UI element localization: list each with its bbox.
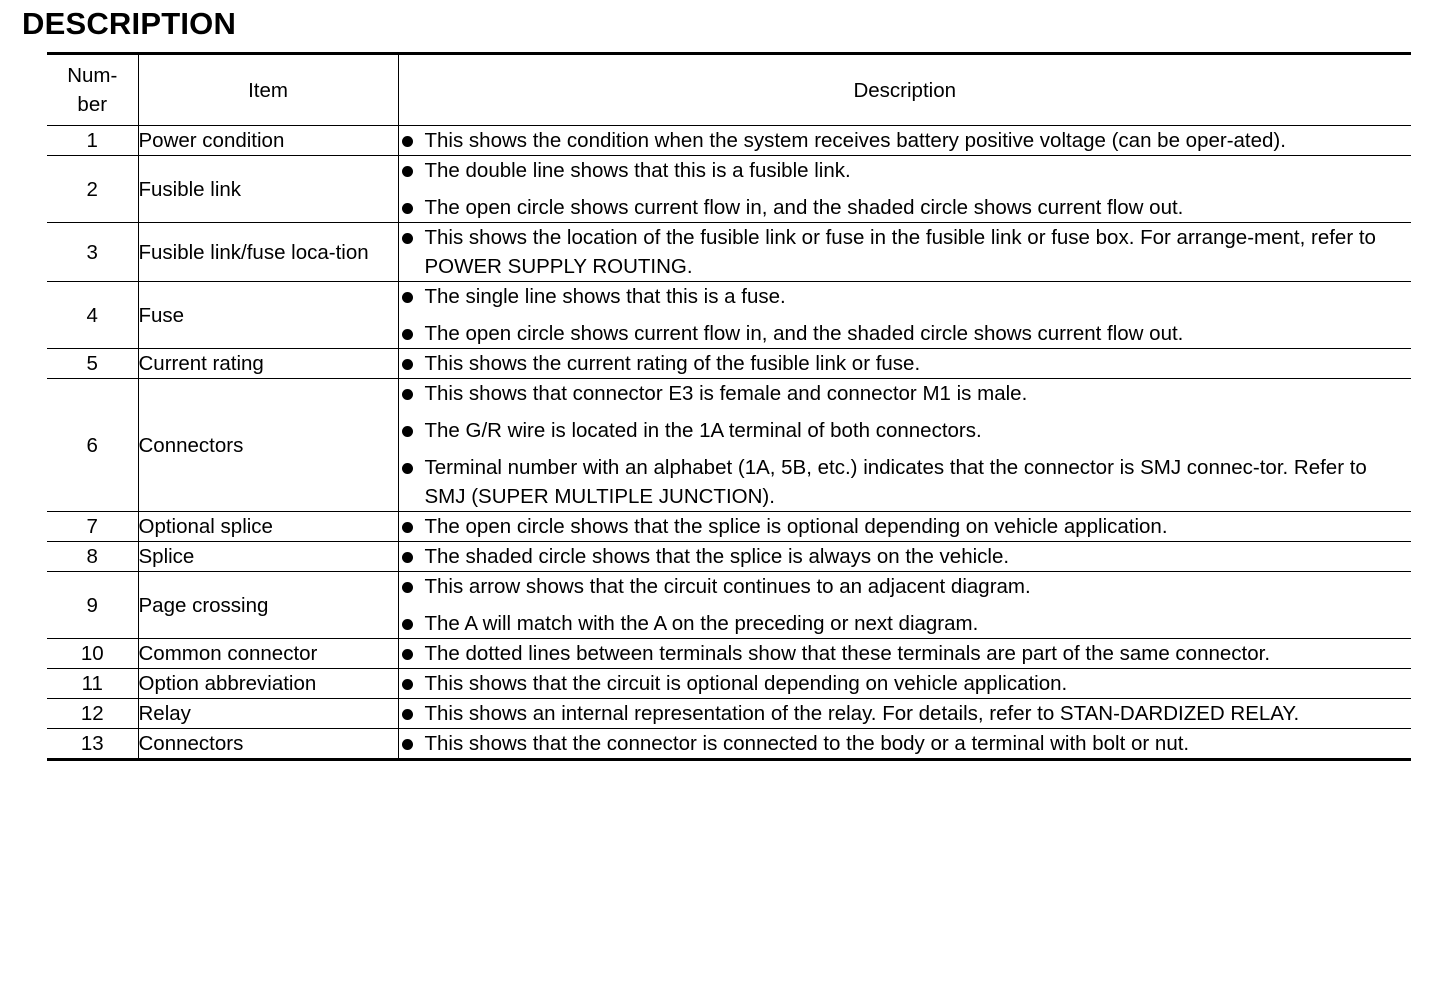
bullet-list	[399, 729, 1412, 758]
bullet-list	[399, 699, 1412, 728]
bullet-list	[399, 156, 1412, 222]
bullet-item: This shows the condition when the system receives battery positive voltage (can be oper-ated).	[399, 126, 1412, 155]
row-number: 7	[47, 512, 138, 542]
row-item: Connectors	[138, 729, 398, 760]
bullet-item: This shows the location of the fusible link or fuse in the fusible link or fuse box. For arrange-ment, refer to POWER SUPPLY ROUTING.	[399, 223, 1412, 281]
row-description	[398, 542, 1411, 572]
table-row	[47, 379, 1411, 512]
bullet-item: This shows that the connector is connected to the body or a terminal with bolt or nut.	[399, 729, 1412, 758]
bullet-item: This arrow shows that the circuit continues to an adjacent diagram.	[399, 572, 1412, 601]
bullet-item: The open circle shows current flow in, and the shaded circle shows current flow out.	[399, 319, 1412, 348]
table-row	[47, 542, 1411, 572]
table-row	[47, 729, 1411, 760]
row-number: 13	[47, 729, 138, 760]
row-description	[398, 282, 1411, 349]
page-title: DESCRIPTION	[22, 6, 237, 41]
row-number: 6	[47, 379, 138, 512]
row-item: Relay	[138, 699, 398, 729]
row-number: 5	[47, 349, 138, 379]
row-number: 12	[47, 699, 138, 729]
row-number: 2	[47, 156, 138, 223]
bullet-item: This shows the current rating of the fusible link or fuse.	[399, 349, 1412, 378]
header-number	[47, 54, 138, 126]
row-item: Fuse	[138, 282, 398, 349]
table-body	[47, 126, 1411, 760]
row-number: 10	[47, 639, 138, 669]
bullet-item: The double line shows that this is a fusible link.	[399, 156, 1412, 185]
row-item: Power condition	[138, 126, 398, 156]
header-row	[47, 54, 1411, 126]
row-item: Fusible link	[138, 156, 398, 223]
bullet-item: This shows an internal representation of the relay. For details, refer to STAN-DARDIZED RELAY.	[399, 699, 1412, 728]
row-description	[398, 512, 1411, 542]
row-description	[398, 156, 1411, 223]
row-description	[398, 572, 1411, 639]
bullet-list	[399, 542, 1412, 571]
bullet-item: The open circle shows current flow in, and the shaded circle shows current flow out.	[399, 193, 1412, 222]
row-number: 8	[47, 542, 138, 572]
row-item: Page crossing	[138, 572, 398, 639]
header-number-line1: Num-	[67, 64, 118, 87]
bullet-list	[399, 282, 1412, 348]
row-item: Option abbreviation	[138, 669, 398, 699]
row-description	[398, 639, 1411, 669]
row-description	[398, 126, 1411, 156]
row-description	[398, 349, 1411, 379]
bullet-item: The dotted lines between terminals show that these terminals are part of the same connector.	[399, 639, 1412, 668]
header-item: Item	[138, 54, 398, 126]
bullet-item: The single line shows that this is a fuse.	[399, 282, 1412, 311]
row-description	[398, 669, 1411, 699]
table-row	[47, 699, 1411, 729]
header-description: Description	[398, 54, 1411, 126]
row-item: Optional splice	[138, 512, 398, 542]
row-item: Splice	[138, 542, 398, 572]
row-item: Fusible link/fuse loca-tion	[138, 223, 398, 282]
row-item: Common connector	[138, 639, 398, 669]
bullet-item: The A will match with the A on the preceding or next diagram.	[399, 609, 1412, 638]
row-item: Connectors	[138, 379, 398, 512]
bullet-list	[399, 639, 1412, 668]
table-row	[47, 126, 1411, 156]
header-number-line2: ber	[77, 93, 108, 116]
row-number: 11	[47, 669, 138, 699]
bullet-item: The shaded circle shows that the splice is always on the vehicle.	[399, 542, 1412, 571]
row-description	[398, 699, 1411, 729]
row-number: 3	[47, 223, 138, 282]
row-number: 4	[47, 282, 138, 349]
bullet-item: This shows that the circuit is optional depending on vehicle application.	[399, 669, 1412, 698]
bullet-list	[399, 572, 1412, 638]
table-row	[47, 669, 1411, 699]
row-description	[398, 223, 1411, 282]
table-row	[47, 349, 1411, 379]
row-description	[398, 379, 1411, 512]
row-number: 9	[47, 572, 138, 639]
bullet-list	[399, 379, 1412, 511]
table-row	[47, 156, 1411, 223]
bullet-list	[399, 223, 1412, 281]
row-item: Current rating	[138, 349, 398, 379]
description-table	[47, 52, 1411, 761]
bullet-list	[399, 126, 1412, 155]
bullet-item: The G/R wire is located in the 1A terminal of both connectors.	[399, 416, 1412, 445]
bullet-item: This shows that connector E3 is female and connector M1 is male.	[399, 379, 1412, 408]
bullet-list	[399, 512, 1412, 541]
bullet-list	[399, 669, 1412, 698]
bullet-item: The open circle shows that the splice is optional depending on vehicle application.	[399, 512, 1412, 541]
table-row	[47, 223, 1411, 282]
row-description	[398, 729, 1411, 760]
table-row	[47, 572, 1411, 639]
table-row	[47, 639, 1411, 669]
table-row	[47, 282, 1411, 349]
table-row	[47, 512, 1411, 542]
bullet-list	[399, 349, 1412, 378]
row-number: 1	[47, 126, 138, 156]
bullet-item: Terminal number with an alphabet (1A, 5B, etc.) indicates that the connector is SMJ connec-tor. Refer to SMJ (SUPER MULTIPLE JUNCTION).	[399, 453, 1412, 511]
